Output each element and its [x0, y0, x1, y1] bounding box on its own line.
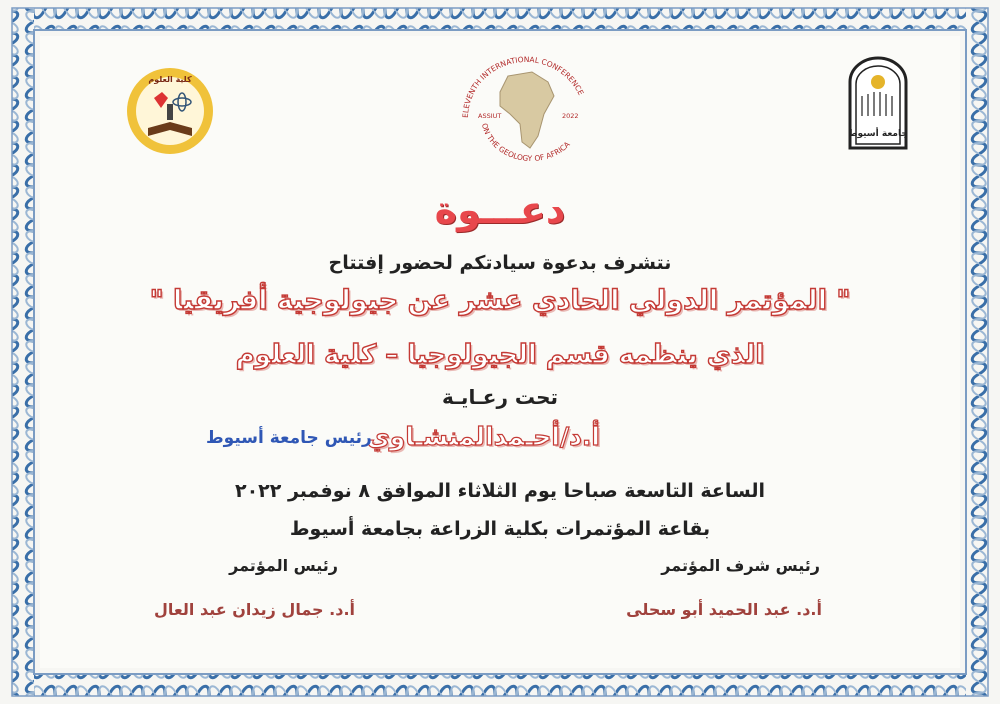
invitation-title: دعـــوة — [434, 188, 566, 232]
patron-name: أ.د/أحـمدالمنشـاوي — [366, 422, 600, 451]
organizer-line: الذي ينظمه قسم الجيولوجيا – كلية العلوم — [235, 340, 765, 370]
patronage-label: تحت رعـايـة — [441, 385, 559, 409]
conference-logo-left-label: ASSIUT — [478, 112, 502, 120]
university-logo-text: جامعة أسيوط — [848, 129, 908, 139]
honorary-chair-name: أ.د. عبد الحميد أبو سحلى — [626, 600, 822, 619]
conference-name: " المؤتمر الدولي الحادي عشر عن جيولوجية أفريقيا " — [149, 285, 851, 316]
event-venue: بقاعة المؤتمرات بكلية الزراعة بجامعة أسيوط — [289, 518, 711, 540]
patron-title: رئيس جامعة أسيوط — [206, 428, 372, 448]
university-logo — [846, 56, 910, 152]
conference-chair-name: أ.د. جمال زيدان عبد العال — [154, 600, 355, 619]
conference-logo-bottom-text: ON THE GEOLOGY OF AFRICA — [479, 122, 572, 164]
conference-logo-top-text: ELEVENTH INTERNATIONAL CONFERENCE — [460, 54, 586, 119]
invitation-intro: نتشرف بدعوة سيادتكم لحضور إفتتاح — [328, 252, 672, 274]
faculty-of-science-logo — [122, 66, 218, 156]
patron-row — [0, 422, 1000, 458]
event-time: الساعة التاسعة صباحا يوم الثلاثاء الموافق ٨ نوفمبر ٢٠٢٢ — [234, 480, 766, 502]
conference-chair-role: رئيس المؤتمر — [229, 556, 338, 575]
honorary-chair-role: رئيس شرف المؤتمر — [661, 556, 820, 575]
conference-logo — [454, 52, 598, 168]
faculty-logo-text: كلية العلوم — [148, 75, 192, 84]
conference-logo-right-label: 2022 — [562, 112, 579, 120]
